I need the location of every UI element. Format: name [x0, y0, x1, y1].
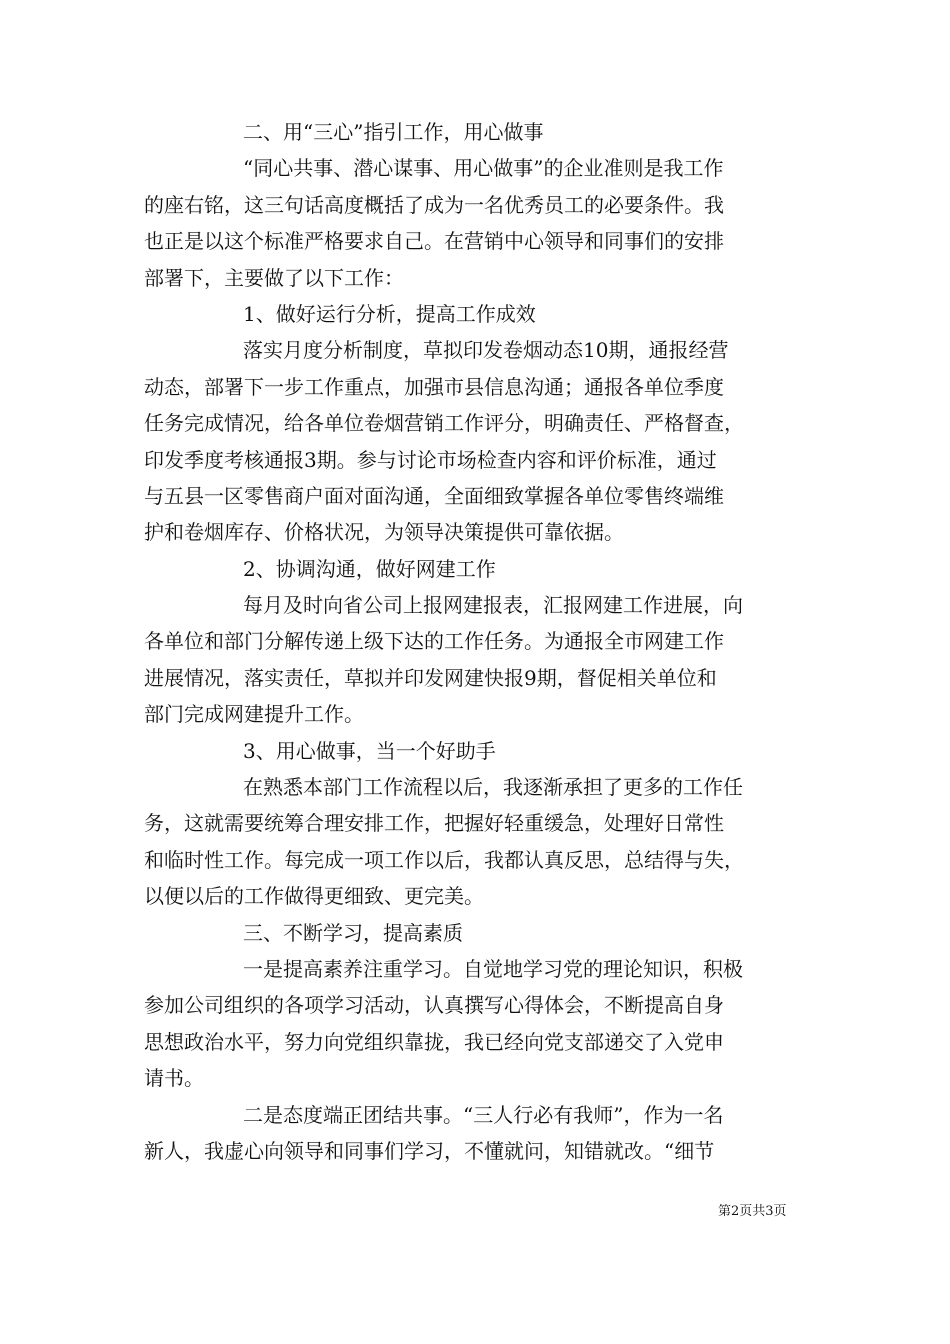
text-line: 新人，我虚心向领导和同事们学习，不懂就问，知错就改。“细节 [144, 1138, 715, 1163]
text-line: 护和卷烟库存、价格状况，为领导决策提供可靠依据。 [144, 520, 624, 545]
text-line: 二、用“三心”指引工作，用心做事 [243, 120, 544, 144]
text-line: 三、不断学习，提高素质 [243, 920, 463, 945]
text-line: 落实月度分析制度，草拟印发卷烟动态10期，通报经营 [243, 338, 729, 363]
text-line: 二是态度端正团结共事。“三人行必有我师”，作为一名 [243, 1102, 724, 1127]
text-line: 参加公司组织的各项学习活动，认真撰写心得体会，不断提高自身 [144, 993, 724, 1018]
text-line: 动态，部署下一步工作重点，加强市县信息沟通；通报各单位季度 [144, 374, 724, 399]
text-line: 部门完成网建提升工作。 [144, 702, 364, 727]
text-line: 以便以后的工作做得更细致、更完美。 [144, 884, 484, 909]
text-line: 1、做好运行分析，提高工作成效 [243, 301, 536, 326]
text-line: 的座右铭，这三句话高度概括了成为一名优秀员工的必要条件。我 [144, 192, 724, 217]
text-line: 一是提高素养注重学习。自觉地学习党的理论知识，积极 [243, 956, 743, 981]
text-line: 和临时性工作。每完成一项工作以后，我都认真反思，总结得与失， [144, 847, 744, 872]
document-body [144, 114, 824, 1169]
text-line: 也正是以这个标准严格要求自己。在营销中心领导和同事们的安排 [144, 229, 724, 254]
text-line: 印发季度考核通报3期。参与讨论市场检查内容和评价标准，通过 [144, 447, 717, 472]
text-line: 请书。 [144, 1066, 204, 1091]
page-footer: 第2页共3页 [718, 1204, 787, 1219]
text-line: 3、用心做事，当一个好助手 [243, 738, 496, 763]
text-line: 部署下，主要做了以下工作： [144, 265, 404, 290]
text-line: 与五县一区零售商户面对面沟通，全面细致掌握各单位零售终端维 [144, 483, 724, 508]
text-line: 2、协调沟通，做好网建工作 [243, 556, 496, 581]
text-line: “同心共事、潜心谋事、用心做事”的企业准则是我工作 [243, 156, 724, 181]
text-line: 每月及时向省公司上报网建报表，汇报网建工作进展，向 [243, 593, 743, 618]
text-line: 各单位和部门分解传递上级下达的工作任务。为通报全市网建工作 [144, 629, 724, 654]
text-line: 任务完成情况，给各单位卷烟营销工作评分，明确责任、严格督查， [144, 411, 744, 436]
text-line: 思想政治水平，努力向党组织靠拢，我已经向党支部递交了入党申 [144, 1029, 724, 1054]
text-line: 进展情况，落实责任，草拟并印发网建快报9期，督促相关单位和 [144, 665, 717, 690]
text-line: 在熟悉本部门工作流程以后，我逐渐承担了更多的工作任 [243, 775, 743, 800]
text-line: 务，这就需要统筹合理安排工作，把握好轻重缓急，处理好日常性 [144, 811, 724, 836]
